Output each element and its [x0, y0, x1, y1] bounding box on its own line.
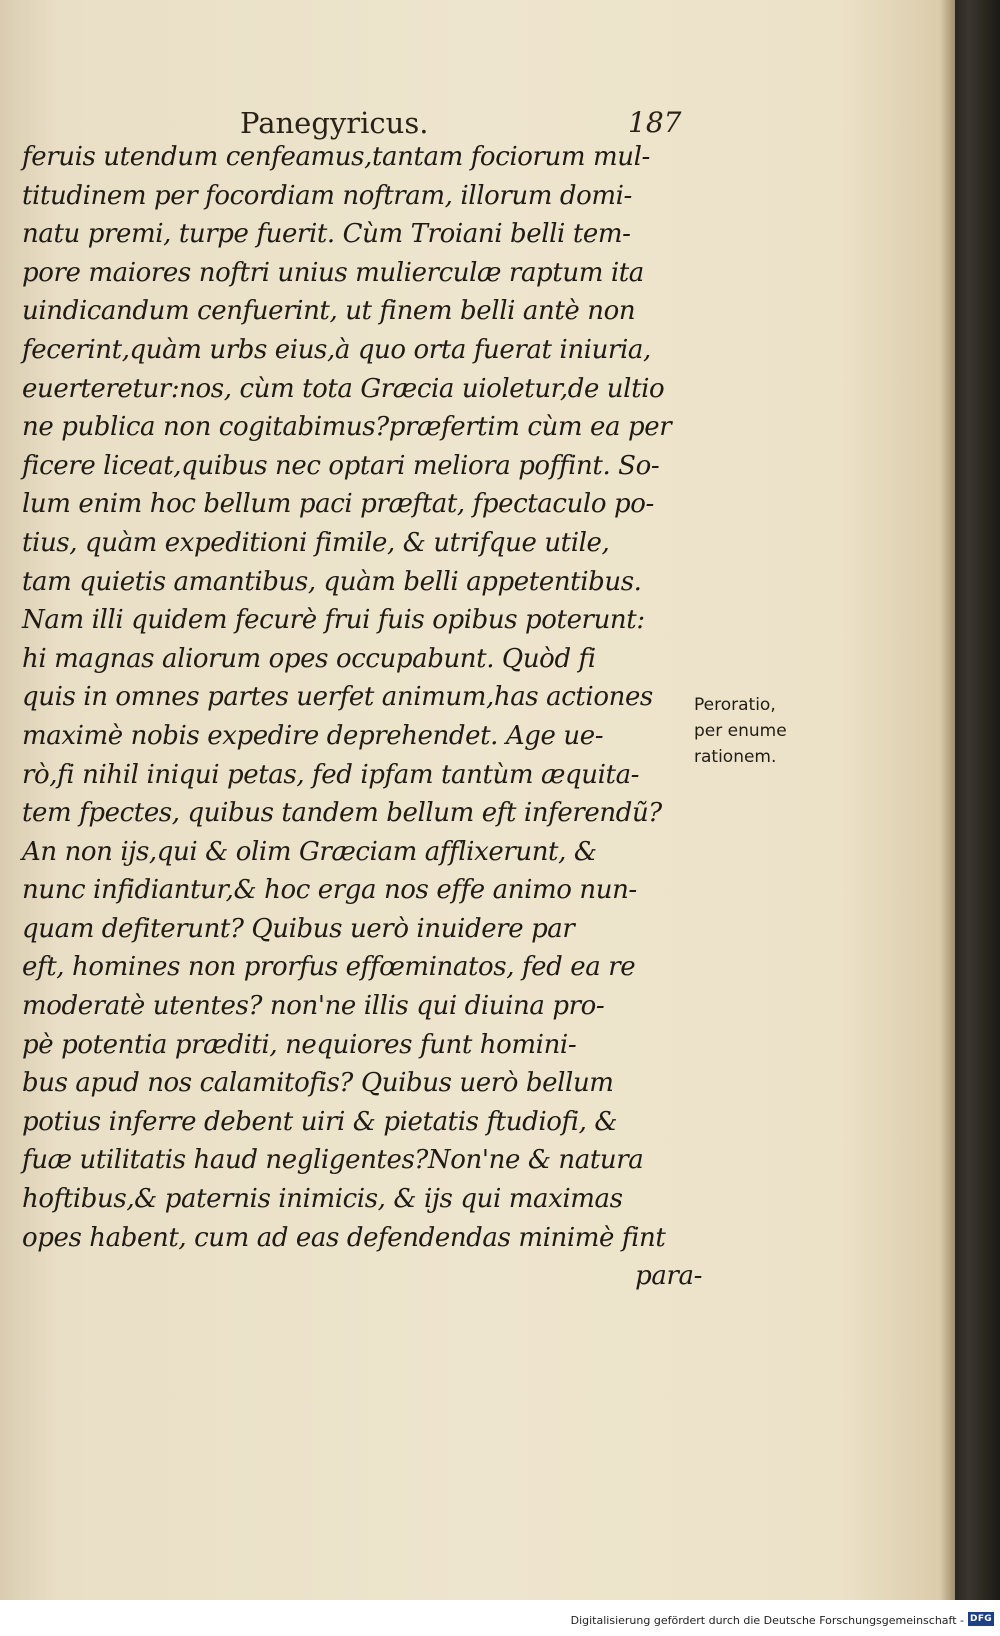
- text-line: Nam illi quidem fecurè frui fuis opibus poterunt:: [22, 605, 645, 636]
- catchword: para-: [635, 1261, 702, 1292]
- text-line: opes habent, cum ad eas defendendas minimè fint: [22, 1222, 666, 1253]
- text-line: An non ijs,qui & olim Græciam afflixerunt, &: [22, 836, 597, 867]
- text-line: nunc infidiantur,& hoc erga nos effe animo nun-: [22, 875, 637, 906]
- main-text-block: [22, 138, 702, 1296]
- page-gutter-shadow: [940, 0, 955, 1600]
- text-line: tius, quàm expeditioni fimile, & utrifque utile,: [22, 527, 610, 558]
- text-line: euerteretur:nos, cùm tota Græcia uioletur,de ultio: [22, 373, 665, 404]
- text-line: quam defiterunt? Quibus uerò inuidere par: [22, 913, 575, 944]
- text-line: eft, homines non prorfus effœminatos, fed ea re: [22, 952, 636, 983]
- text-line: moderatè utentes? non'ne illis qui diuina pro-: [22, 991, 605, 1022]
- text-line: quis in omnes partes uerfet animum,has actiones: [22, 682, 653, 713]
- marginal-note: [694, 692, 834, 770]
- text-line: lum enim hoc bellum paci præftat, fpectaculo po-: [22, 489, 654, 520]
- text-line: uindicandum cenfuerint, ut finem belli antè non: [22, 296, 636, 327]
- text-line: pore maiores noftri unius mulierculæ raptum ita: [22, 257, 644, 288]
- text-line: fecerint,quàm urbs eius,à quo orta fuerat iniuria,: [22, 334, 651, 365]
- text-line: maximè nobis expedire deprehendet. Age ue-: [22, 720, 604, 751]
- digitization-notice: Digitalisierung gefördert durch die Deutsche Forschungsgemeinschaft -: [570, 1614, 964, 1627]
- text-line: pè potentia præditi, nequiores funt homini-: [22, 1029, 577, 1060]
- text-line: potius inferre debent uiri & pietatis ftudiofi, &: [22, 1106, 618, 1137]
- text-line: feruis utendum cenfeamus,tantam fociorum mul-: [22, 142, 650, 172]
- text-line: tam quietis amantibus, quàm belli appetentibus.: [22, 566, 642, 597]
- text-line: hoftibus,& paternis inimicis, & ijs qui maximas: [22, 1184, 623, 1215]
- text-line: hi magnas aliorum opes occupabunt. Quòd fi: [22, 643, 596, 674]
- marginal-note-line: Peroratio,: [694, 695, 776, 715]
- text-line: ficere liceat,quibus nec optari meliora poffint. So-: [22, 450, 660, 481]
- text-line: bus apud nos calamitofis? Quibus uerò bellum: [22, 1068, 614, 1099]
- page-number: 187: [628, 106, 682, 139]
- book-edge: [955, 0, 1000, 1600]
- digitization-footer: [0, 1600, 1000, 1636]
- text-line: rò,fi nihil iniqui petas, fed ipfam tantùm æquita-: [22, 759, 640, 790]
- text-line: ne publica non cogitabimus?præfertim cùm ea per: [22, 412, 672, 443]
- dfg-logo: DFG: [968, 1612, 994, 1626]
- text-line: fuæ utilitatis haud negligentes?Non'ne & natura: [22, 1145, 644, 1176]
- marginal-note-line: rationem.: [694, 747, 777, 767]
- running-title: Panegyricus.: [240, 106, 429, 140]
- text-line: titudinem per focordiam noftram, illorum domi-: [22, 180, 632, 211]
- text-line: natu premi, turpe fuerit. Cùm Troiani belli tem-: [22, 219, 631, 250]
- marginal-note-line: per enume: [694, 721, 787, 741]
- text-line: tem fpectes, quibus tandem bellum eft inferendũ?: [22, 798, 662, 829]
